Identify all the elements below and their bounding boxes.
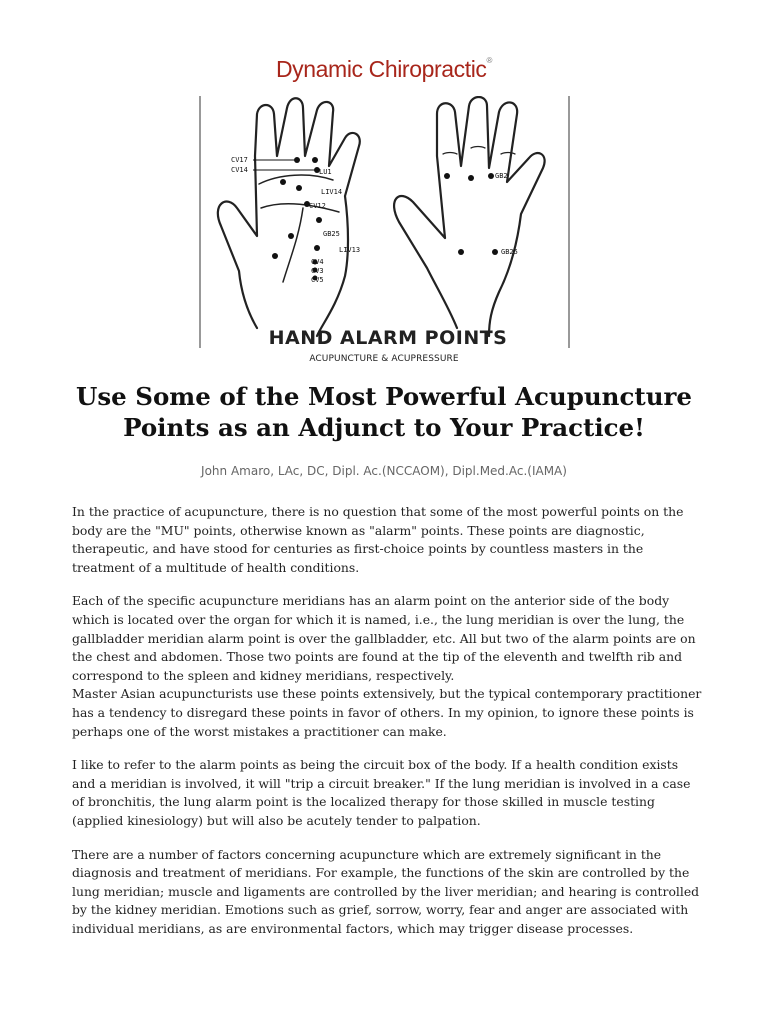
label-gb2: GB2 xyxy=(495,172,508,180)
logo-trademark: ® xyxy=(486,56,493,65)
article-body xyxy=(72,503,702,938)
label-liv14: LIV14 xyxy=(321,188,343,196)
article-paragraph: There are a number of factors concerning acupuncture which are extremely significant in the diagnosis and treatment of meridians. For example, the functions of the skin are controlled by the lung meridian; muscle and ligaments are controlled by the liver meridian; and hearing is controlled by the kidney meridian. Emotions such as grief, sorrow, worry, fear and anger are associated with individual meridians, as are environmental factors, which may trigger disease processes. xyxy=(72,846,700,936)
article-paragraph: Each of the specific acupuncture meridians has an alarm point on the anterior side of the body which is located over the organ for which it is named, i.e., the lung meridian is over the lung, the gallbladder meridian alarm point is over the gallbladder, etc. All but two of the alarm points are on the chest and abdomen. Those two points are found at the tip of the eleventh and twelfth rib and correspond to the spleen and kidney meridians, respectively. xyxy=(72,593,696,683)
article-category[interactable]: ACUPUNCTURE & ACUPRESSURE xyxy=(309,354,459,364)
site-logo[interactable] xyxy=(0,56,768,83)
label-liv13: LIV13 xyxy=(339,246,361,254)
hand-alarm-points-illustration xyxy=(199,96,571,348)
article-paragraph: In the practice of acupuncture, there is no question that some of the most powerful points on the body are the "MU" points, otherwise known as "alarm" points. These points are diagnostic, therapeutic, and have stood for centuries as first-choice points by countless masters in the treatment of a multitude of health conditions. xyxy=(72,504,684,575)
label-lu1: LU1 xyxy=(319,168,332,176)
label-cv14: CV14 xyxy=(231,166,248,174)
label-cv3: CV3 xyxy=(311,267,324,275)
label-cv12: CV12 xyxy=(309,202,326,210)
right-hand-points xyxy=(444,173,498,255)
article-title: Use Some of the Most Powerful Acupuncture Points as an Adjunct to Your Practice! xyxy=(75,382,693,442)
hand-illustration-svg xyxy=(199,96,571,348)
label-cv17: CV17 xyxy=(231,156,248,164)
label-cv4: CV4 xyxy=(311,258,324,266)
article-byline[interactable]: John Amaro, LAc, DC, Dipl. Ac.(NCCAOM), Dipl.Med.Ac.(IAMA) xyxy=(201,464,567,478)
left-hand-leader-lines xyxy=(253,160,317,170)
label-gb25: GB25 xyxy=(323,230,340,238)
right-hand-labels xyxy=(495,172,518,256)
article-paragraph: I like to refer to the alarm points as being the circuit box of the body. If a health condition exists and a meridian is involved, it will "trip a circuit breaker." If the lung meridian is involved in a case of bronchitis, the lung alarm point is the localized therapy for those skilled in muscle testing (applied kinesiology) but will also be acutely tender to palpation. xyxy=(72,757,691,828)
label-gb25-right: GB25 xyxy=(501,248,518,256)
figure-caption: HAND ALARM POINTS xyxy=(268,327,508,348)
left-hand-outline xyxy=(218,98,360,336)
logo-text: Dynamic Chiropractic xyxy=(275,56,487,82)
right-hand-outline xyxy=(394,97,545,336)
label-cv5: CV5 xyxy=(311,276,324,284)
article-paragraph: Master Asian acupuncturists use these points extensively, but the typical contemporary practitioner has a tendency to disregard these points in favor of others. In my opinion, to ignore these points is perhaps one of the worst mistakes a practitioner can make. xyxy=(72,686,702,739)
